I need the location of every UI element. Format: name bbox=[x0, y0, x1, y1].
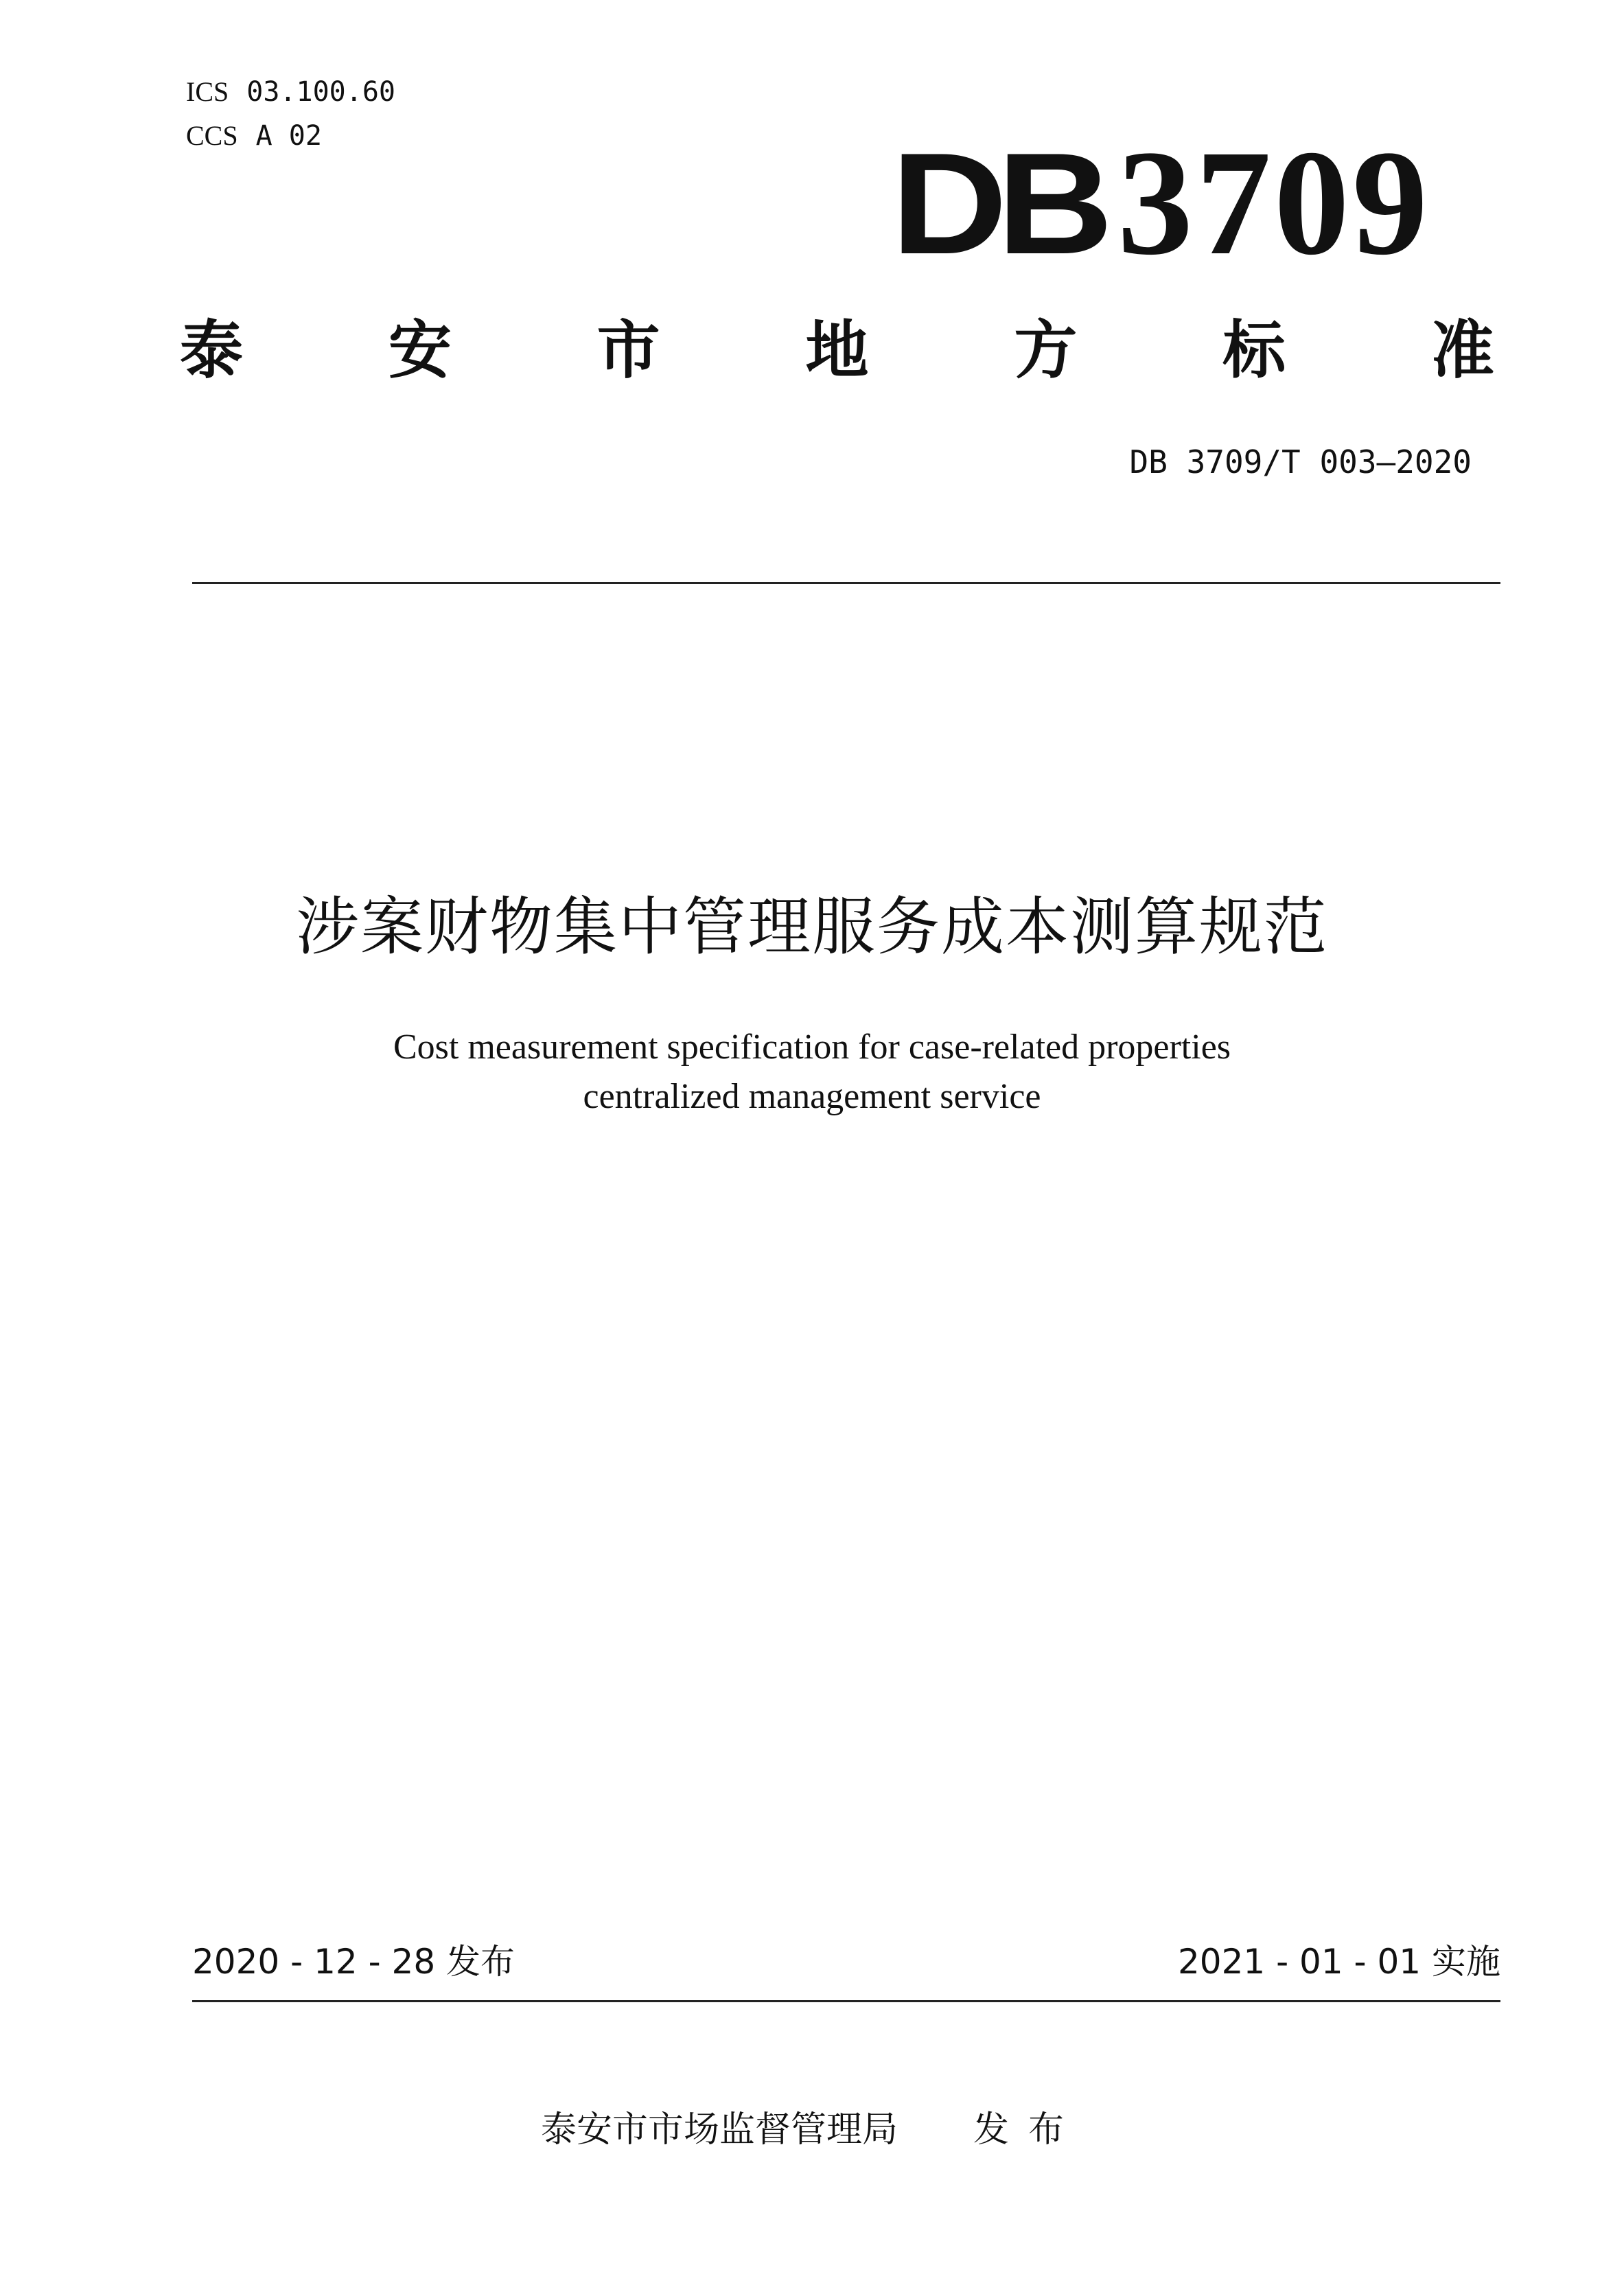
standard-type-char: 准 bbox=[1430, 314, 1494, 387]
document-title-cn: 涉案财物集中管理服务成本测算规范 bbox=[295, 890, 1328, 964]
ccs-code: A 02 bbox=[255, 120, 322, 152]
publisher-action: 发布 bbox=[973, 2109, 1084, 2150]
standard-type-char: 方 bbox=[1014, 314, 1078, 387]
title-en-line-1: Cost measurement specification for case-related properties bbox=[393, 1028, 1231, 1067]
ics-line bbox=[186, 76, 395, 108]
publisher-name: 泰安市市场监督管理局 bbox=[540, 2109, 898, 2150]
ccs-label: CCS bbox=[186, 120, 238, 151]
standard-type-char: 标 bbox=[1222, 314, 1286, 387]
standard-code: DB 3709/T 003—2020 bbox=[1129, 443, 1472, 480]
ccs-line bbox=[186, 119, 322, 152]
document-title-en bbox=[0, 1023, 1624, 1122]
bottom-divider bbox=[192, 2000, 1500, 2002]
standard-type-char: 安 bbox=[388, 314, 452, 387]
db-region-number: 3709 bbox=[1117, 119, 1430, 286]
publisher-line bbox=[0, 2107, 1624, 2153]
top-divider bbox=[192, 582, 1500, 584]
standard-type-heading bbox=[180, 313, 1494, 389]
db-logo bbox=[890, 119, 1430, 286]
issue-date: 2020 - 12 - 28 发布 bbox=[192, 1942, 515, 1982]
ics-label: ICS bbox=[186, 76, 229, 107]
title-en-line-2: centralized management service bbox=[583, 1077, 1041, 1116]
ics-code: 03.100.60 bbox=[246, 76, 395, 108]
db-prefix: DB bbox=[890, 123, 1102, 284]
implementation-date: 2021 - 01 - 01 实施 bbox=[1177, 1942, 1500, 1982]
standard-type-char: 地 bbox=[805, 314, 869, 387]
standard-type-char: 泰 bbox=[180, 314, 244, 387]
standard-type-char: 市 bbox=[596, 314, 660, 387]
